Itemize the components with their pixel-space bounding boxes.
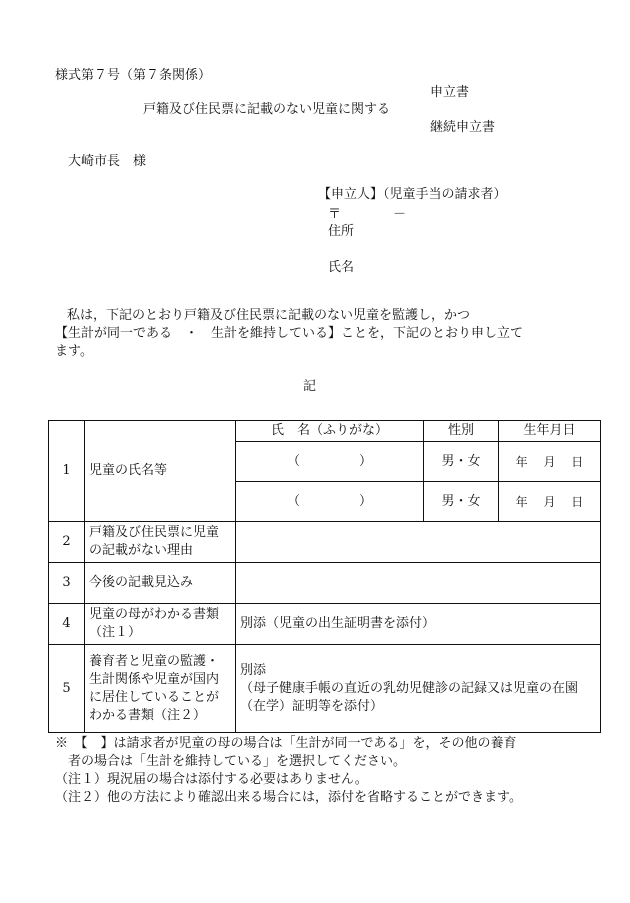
addressee: 大崎市長 様 [68,154,147,169]
row-number: 3 [49,563,85,604]
table-row [49,563,601,604]
row-number: 5 [49,645,85,733]
reason-field[interactable] [236,522,601,563]
paren-close: ） [358,493,372,509]
statement-line-1: 私は，下記のとおり戸籍及び住民票に記載のない児童を監護し，かつ [67,308,471,323]
table-row [49,522,601,563]
child-name-field[interactable] [236,442,424,482]
paren-open: （ [286,493,300,509]
custody-document-field [236,645,601,733]
row-label: 戸籍及び住民票に児童の記載がない理由 [85,522,236,563]
row-number: 2 [49,522,85,563]
title-option-application: 申立書 [430,85,470,100]
child-birthdate-field[interactable]: 年 月 日 [499,482,601,522]
row-label: 児童の母がわかる書類（注１） [85,604,236,645]
table-row [49,645,601,733]
column-header-birthdate: 生年月日 [499,421,601,442]
mother-document-field: 別添（児童の出生証明書を添付） [236,604,601,645]
row-label: 今後の記載見込み [85,563,236,604]
notes [55,735,522,807]
child-sex-field[interactable]: 男・女 [424,442,499,482]
child-birthdate-field[interactable]: 年 月 日 [499,442,601,482]
title-option-continuation: 継続申立書 [430,120,496,135]
paren-open: （ [286,453,300,469]
statement-line-2: 【生計が同一である ・ 生計を維持している】ことを，下記のとおり申し立て [55,326,524,341]
application-table [48,420,601,733]
child-name-field[interactable] [236,482,424,522]
custody-document-line-1: 別添 [240,662,267,678]
postal-code-field[interactable]: 〒 － [328,207,407,222]
form-number: 様式第７号（第７条関係） [55,68,212,83]
note-asterisk-line-2: 者の場合は「生計を維持している」を選択してください。 [55,754,407,769]
row-label: 養育者と児童の監護・生計関係や児童が国内に居住していることがわかる書類（注２） [85,645,236,733]
statement-line-3: ます。 [55,344,93,359]
table-header-row [49,421,601,442]
table-row [49,604,601,645]
ki-heading: 記 [303,379,317,394]
address-label: 住所 [328,224,355,239]
row-number: 1 [49,421,85,522]
note-2: （注２）他の方法により確認出来る場合には，添付を省略することができます。 [55,790,522,805]
column-header-name: 氏 名（ふりがな） [236,421,424,442]
custody-document-line-2: （母子健康手帳の直近の乳幼児健診の記録又は児童の在園（在学）証明等を添付） [240,680,579,714]
paren-close: ） [358,453,372,469]
row-label: 児童の氏名等 [85,421,236,522]
name-label: 氏名 [328,260,355,275]
note-1: （注１）現況届の場合は添付する必要はありません。 [55,772,368,787]
row-number: 4 [49,604,85,645]
future-record-field[interactable] [236,563,601,604]
page-title: 戸籍及び住民票に記載のない児童に関する [143,102,391,117]
child-sex-field[interactable]: 男・女 [424,482,499,522]
column-header-sex: 性別 [424,421,499,442]
applicant-heading: 【申立人】（児童手当の請求者） [318,187,507,202]
note-asterisk-line-1: ※ 【 】は請求者が児童の母の場合は「生計が同一である」を，その他の養育 [55,736,517,751]
